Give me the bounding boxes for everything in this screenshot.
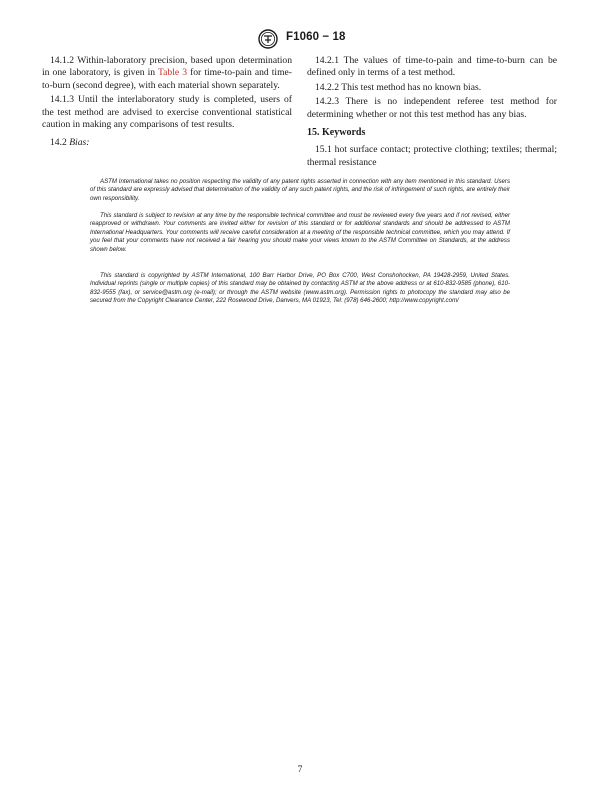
section-14-2: 14.2 Bias: xyxy=(50,137,90,149)
copyright-notice: This standard is copyrighted by ASTM International, 100 Barr Harbor Drive, PO Box C700, West Conshohocken, PA 19428-2959, United States. Individual reprints (single or multiple copies) of this standard may be obtained by contacting ASTM at the above address or at 610-832-9585 (phone), 610-832-9555 (fax), or service@astm.org (e-mail); or through the ASTM website (www.astm.org). Permission rights to photocopy the standard may also be secured from the Copyright Clearance Center, 222 Rosewood Drive, Danvers, MA 01923, Tel: (978) 646-2600; http://www.copyright.com/ xyxy=(90,272,510,305)
table-3-link[interactable]: Table 3 xyxy=(157,67,187,79)
revision-notice: This standard is subject to revision at any time by the responsible technical committee and must be reviewed every five years and if not revised, either reapproved or withdrawn. Your comments are invited either for revision of this standard or for additional standards and should be addressed to ASTM International Headquarters. Your comments will receive careful consideration at a meeting of the responsible technical committee, which you may attend. If you feel that your comments have not received a fair hearing you should make your views known to the ASTM Committee on Standards, at the address shown below. xyxy=(90,212,510,253)
section-14-2-title: Bias: xyxy=(69,137,90,149)
section-14-1-2: 14.1.2 Within-laboratory precision, based upon determination in one laboratory, is given in Table 3 for time-to-pain and time-to-burn (second degree), with each material shown separately. xyxy=(42,55,292,91)
section-14-2-2: 14.2.2 This test method has no known bias. xyxy=(315,81,482,93)
page-header xyxy=(0,27,600,51)
section-14-2-1: 14.2.1 The values of time-to-pain and time-to-burn can be defined only in terms of a test method. xyxy=(307,55,557,79)
patent-notice: ASTM International takes no position respecting the validity of any patent rights asserted in connection with any item mentioned in this standard. Users of this standard are expressly advised that determination of the validity of any such patent rights, and the risk of infringement of such rights, are entirely their own responsibility. xyxy=(90,178,511,202)
page-number: 7 xyxy=(297,765,303,775)
section-14-2-3: 14.2.3 There is no independent referee test method for determining whether or not this test method has any bias. xyxy=(307,96,557,120)
section-15-1: 15.1 hot surface contact; protective clothing; textiles; thermal; thermal resistance xyxy=(307,144,557,168)
astm-logo-icon xyxy=(258,29,278,49)
right-column xyxy=(307,55,557,171)
keywords-heading: 15. Keywords xyxy=(307,127,366,139)
document-id: F1060 − 18 xyxy=(286,31,346,43)
section-14-1-3: 14.1.3 Until the interlaboratory study is completed, users of the test method are advised to exercise conventional statistical caution in making any comparisons of test results. xyxy=(42,94,292,131)
left-column xyxy=(42,55,292,152)
